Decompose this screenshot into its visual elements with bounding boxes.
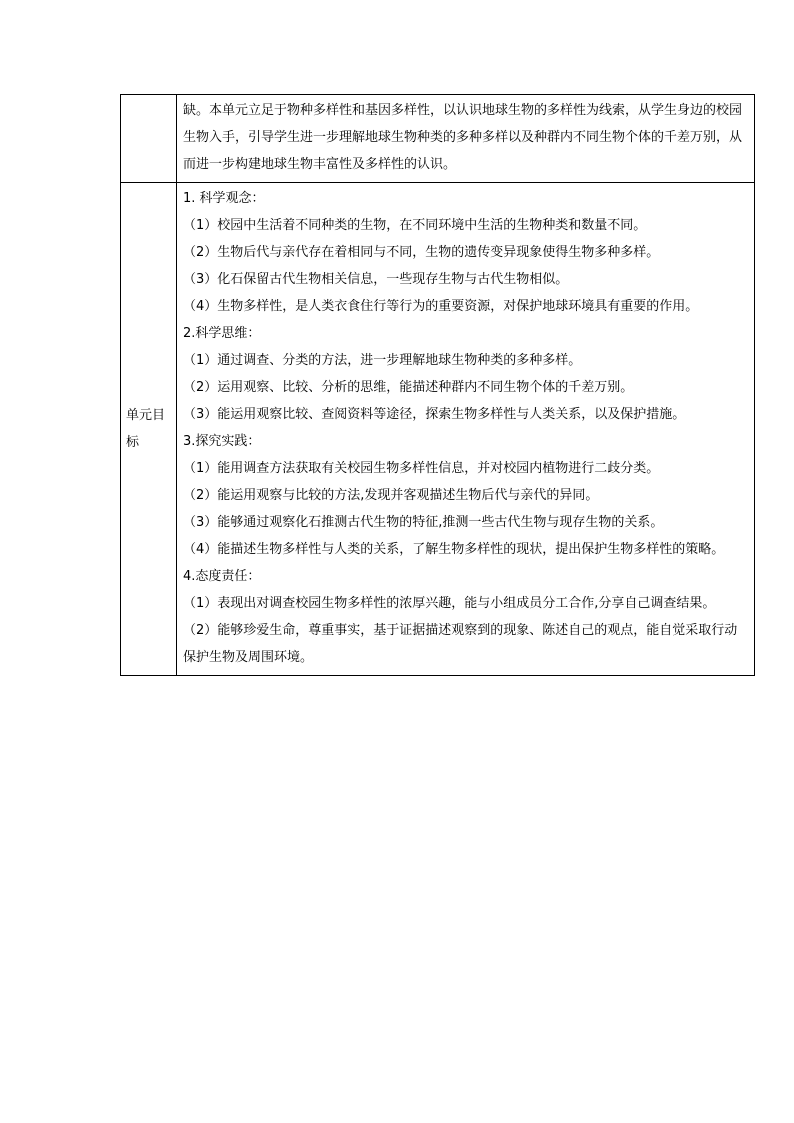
goal-line: 4.态度责任： [183,569,261,584]
row-label-unit-goals: 单元目标 [121,183,177,676]
unit-plan-table [120,94,755,676]
goal-line: （3）能运用观察比较、查阅资料等途径，探索生物多样性与人类关系，以及保护措施。 [183,407,686,422]
goal-line: 1. 科学观念： [183,191,265,206]
goal-line: 3.探究实践： [183,434,261,449]
table-row-intro [121,95,755,183]
unit-goals-cell [177,183,755,676]
goal-line: （1）通过调查、分类的方法，进一步理解地球生物种类的多种多样。 [183,353,582,368]
goal-line: （1）能用调查方法获取有关校园生物多样性信息，并对校园内植物进行二歧分类。 [183,461,660,476]
goal-line: （1）校园中生活着不同种类的生物，在不同环境中生活的生物种类和数量不同。 [183,218,647,233]
goal-line: （2）生物后代与亲代存在着相同与不同，生物的遗传变异现象使得生物多种多样。 [183,245,660,260]
goal-line: （1）表现出对调查校园生物多样性的浓厚兴趣，能与小组成员分工合作,分享自己调查结果。 [183,596,716,611]
goal-line: 2.科学思维： [183,326,261,341]
goal-line: （3）能够通过观察化石推测古代生物的特征,推测一些古代生物与现存生物的关系。 [183,515,664,530]
goal-line: （3）化石保留古代生物相关信息，一些现存生物与古代生物相似。 [183,272,569,287]
table-row-unit-goals [121,183,755,676]
goal-line: （2）能够珍爱生命，尊重事实，基于证据描述观察到的现象、陈述自己的观点，能自觉采取行动保护生物及周围环境。 [183,623,738,665]
goal-line: （4）生物多样性，是人类衣食住行等行为的重要资源，对保护地球环境具有重要的作用。 [183,299,699,314]
intro-cell [177,95,755,183]
goal-line: （2）能运用观察与比较的方法,发现并客观描述生物后代与亲代的异同。 [183,488,599,503]
goal-line: （2）运用观察、比较、分析的思维，能描述种群内不同生物个体的千差万别。 [183,380,634,395]
row-label-empty [121,95,177,183]
goal-line: （4）能描述生物多样性与人类的关系，了解生物多样性的现状，提出保护生物多样性的策略。 [183,542,725,557]
intro-paragraph: 缺。本单元立足于物种多样性和基因多样性，以认识地球生物的多样性为线索，从学生身边的校园生物入手，引导学生进一步理解地球生物种类的多种多样以及种群内不同生物个体的千差万别，从而进一步构建地球生物丰富性及多样性的认识。 [183,103,743,172]
